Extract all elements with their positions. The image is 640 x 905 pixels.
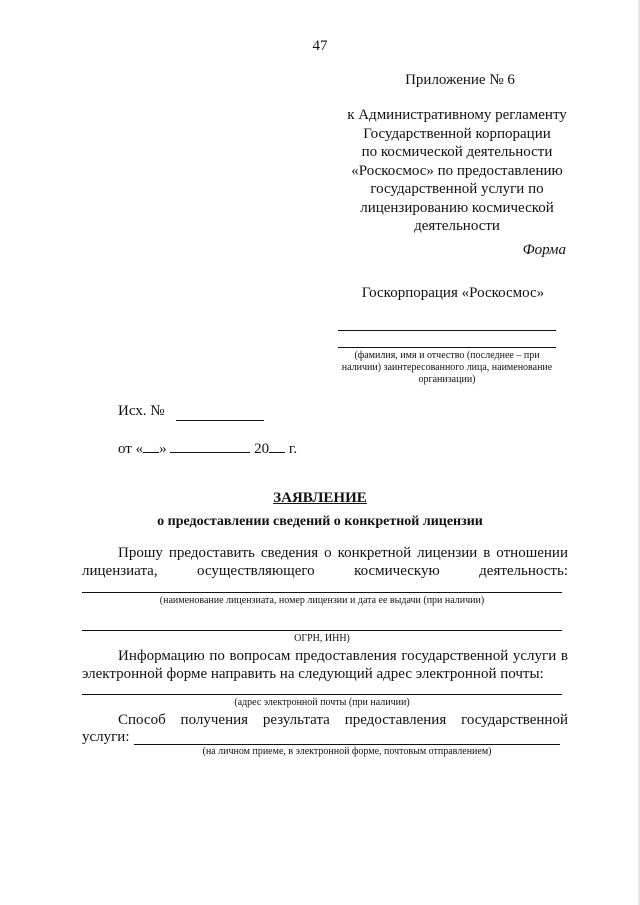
regulation-line: лицензированию космической [360,199,554,216]
paragraph-method-end: услуги: [82,729,130,745]
date-quote-close: » [159,441,167,457]
email-field[interactable] [82,694,562,695]
form-label: Форма [522,242,566,258]
document-title: ЗАЯВЛЕНИЕ [273,490,367,506]
appendix-heading: Приложение № 6 [405,72,515,88]
recipient-name: Госкорпорация «Роскосмос» [361,285,545,301]
regulation-line: деятельности [414,218,500,234]
method-field[interactable] [134,744,560,745]
regulation-line: «Роскосмос» по предоставлению [351,162,563,179]
regulation-line: Государственной корпорации [363,125,551,142]
document-subtitle: о предоставлении сведений о конкретной лицензии [157,514,483,529]
paragraph-request: Прошу предоставить сведения о конкретной лицензии в отношении лицензиата, осуществляющего космическую деятельность: [82,545,568,579]
applicant-blank-line-2[interactable] [338,347,556,348]
paragraph-email: Информацию по вопросам предоставления государственной услуги в электронной форме направить на следующий адрес электронной почты: [82,648,568,682]
outgoing-number-label: Исх. № [118,403,165,419]
date-line [118,439,297,458]
date-year-suffix: г. [288,441,298,457]
date-day-field[interactable] [143,439,159,453]
page-number: 47 [312,38,328,54]
outgoing-number-field[interactable] [176,420,264,421]
paragraph-method: Способ получения результата предоставления государственной [118,712,568,728]
licensee-field[interactable] [82,592,562,593]
regulation-line: к Административному регламенту [347,107,567,123]
date-month-field[interactable] [170,439,250,453]
method-note: (на личном приеме, в электронной форме, почтовым отправлением) [202,746,492,757]
ogrn-field[interactable] [82,630,562,631]
ogrn-note: ОГРН, ИНН) [294,633,350,644]
email-note: (адрес электронной почты (при наличии) [234,697,410,708]
applicant-blank-line-1[interactable] [338,330,556,331]
regulation-line: государственной услуги по [370,181,544,197]
outgoing-number [118,403,165,420]
regulation-line: по космической деятельности [361,144,553,160]
date-year-prefix: 20 [254,441,270,457]
regulation-reference [330,106,584,236]
licensee-note: (наименование лицензиата, номер лицензии и дата ее выдачи (при наличии) [159,595,485,606]
date-prefix: от « [118,441,144,457]
applicant-note: (фамилия, имя и отчество (последнее – при наличии) заинтересованного лица, наименование организации) [341,350,553,385]
date-year-field[interactable] [269,439,285,453]
